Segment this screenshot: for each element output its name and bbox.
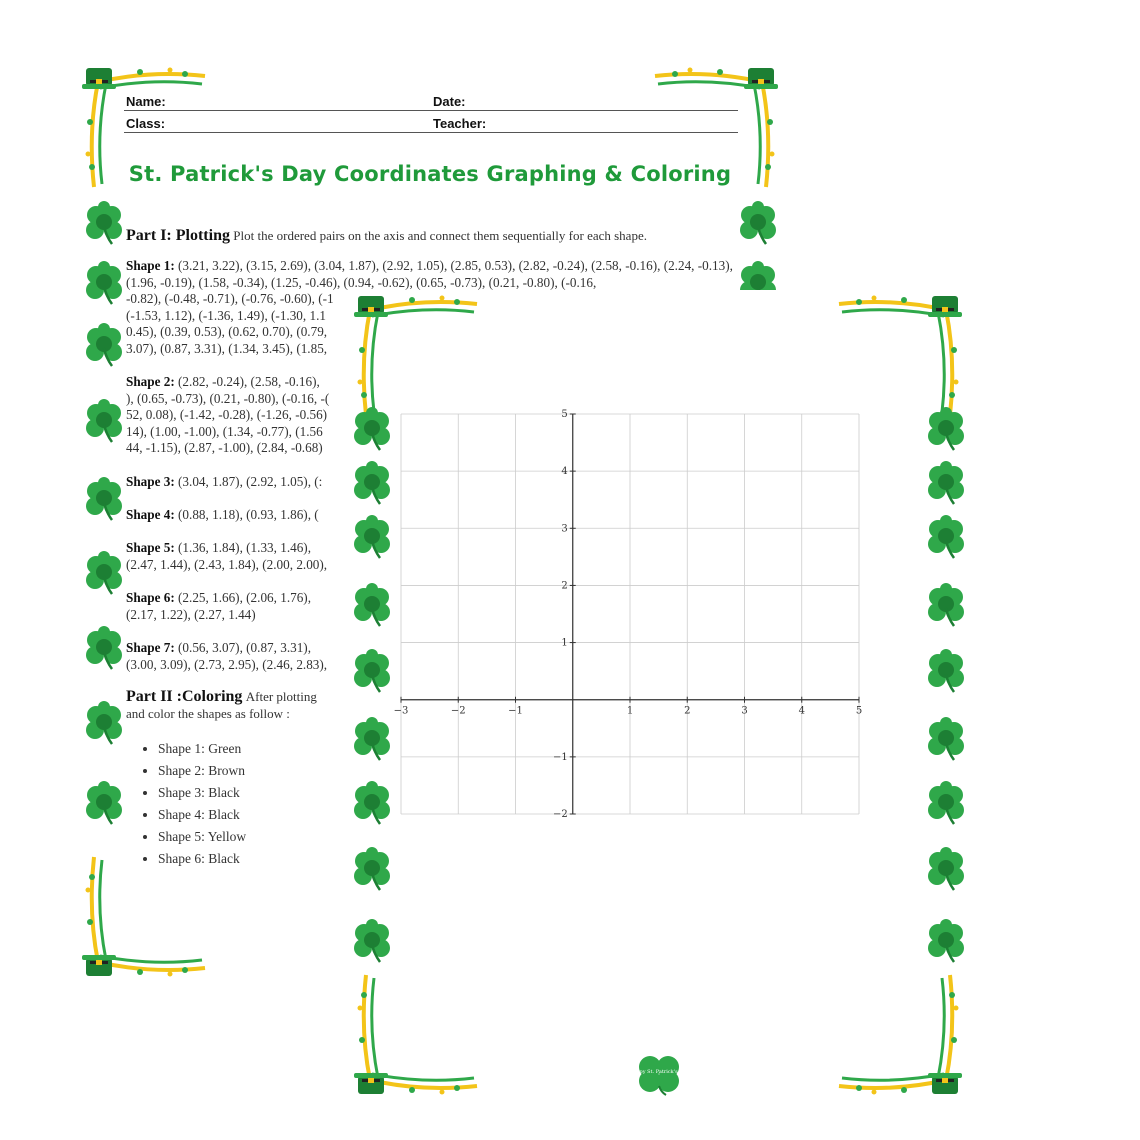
clover-icon: [82, 202, 126, 246]
name-label: Name:: [126, 94, 166, 109]
shape-1-line: -0.82), (-0.48, -0.71), (-0.76, -0.60), (-1: [126, 291, 334, 307]
color-list: [140, 738, 246, 870]
part2-instruction: After plotting: [245, 689, 317, 704]
grid-lines: [401, 414, 859, 814]
shape-2-line: 14), (1.00, -1.00), (1.34, -0.77), (1.56: [126, 423, 323, 439]
shape-1-line: 0.45), (0.39, 0.53), (0.62, 0.70), (0.79,: [126, 324, 328, 340]
x-tick-label: 1: [626, 705, 634, 717]
coordinate-grid: [352, 290, 964, 850]
clover-icon: [82, 262, 126, 306]
x-tick-label: −1: [508, 705, 523, 717]
clover-icon: [350, 848, 394, 892]
shape-2-label: Shape 2:: [126, 374, 175, 389]
clover-icon: [350, 920, 394, 964]
corner-decoration-bottom-left: [352, 970, 482, 1100]
shape-6-line: (2.17, 1.22), (2.27, 1.44): [126, 606, 256, 622]
shape-1-line: 3.07), (0.87, 3.31), (1.34, 3.45), (1.85,: [126, 340, 328, 356]
x-tick-label: 5: [855, 705, 863, 717]
color-list-item: • Shape 1: Green: [158, 738, 246, 760]
shape-6-label: Shape 6:: [126, 590, 175, 605]
x-tick-labels: [394, 706, 863, 717]
clover-icon: [82, 627, 126, 671]
y-tick-labels: [553, 409, 568, 820]
clover-icon: [924, 848, 968, 892]
part1-instruction: Plot the ordered pairs on the axis and connect them sequentially for each shape.: [233, 228, 647, 243]
color-list-item: • Shape 3: Black: [158, 782, 246, 804]
shape-2-coords: (2.82, -0.24), (2.58, -0.16),: [178, 374, 320, 389]
shape-6-coords: (2.25, 1.66), (2.06, 1.76),: [178, 590, 311, 605]
header-row-class-teacher: [124, 110, 738, 133]
y-tick-label: 4: [561, 466, 568, 478]
clover-icon: [82, 400, 126, 444]
x-tick-label: −2: [450, 705, 466, 717]
shape-1-coords: (3.21, 3.22), (3.15, 2.69), (3.04, 1.87), (2.92, 1.05), (2.85, 0.53), (2.82, -0.24), (2.58, -0.16), (2.24, -0.13), (1.96, -0.19), (1.58, -0.34), (1.25, -0.46), (0.94, -0.62), (0.65, -0.73), (0.21, -0.80), (-0.16,: [126, 258, 733, 290]
graph-page: [352, 290, 964, 1100]
shape-2-line: 52, 0.08), (-1.42, -0.28), (-1.26, -0.56): [126, 407, 328, 423]
class-label: Class:: [126, 116, 166, 131]
date-label: Date:: [433, 94, 466, 109]
corner-decoration-bottom-left: [80, 852, 210, 982]
x-tick-label: 2: [684, 705, 691, 717]
y-tick-label: −1: [553, 751, 568, 763]
part1-heading-line: [126, 228, 734, 245]
shape-7-line: (3.00, 3.09), (2.73, 2.95), (2.46, 2.83),: [126, 656, 328, 672]
shape-2-line: 44, -1.15), (2.87, -1.00), (2.84, -0.68): [126, 440, 323, 456]
corner-decoration-bottom-right: [834, 970, 964, 1100]
shape-5-label: Shape 5:: [126, 540, 175, 555]
shape-3-coords: (3.04, 1.87), (2.92, 1.05), (:: [178, 474, 323, 489]
x-tick-label: −3: [393, 705, 409, 717]
shape-3-label: Shape 3:: [126, 474, 175, 489]
y-tick-label: 5: [561, 409, 568, 420]
x-tick-label: 3: [741, 705, 748, 717]
shape-1-line: (-1.53, 1.12), (-1.36, 1.49), (-1.30, 1.1: [126, 307, 326, 323]
clover-icon: [82, 702, 126, 746]
y-tick-label: −2: [553, 809, 568, 820]
shape-2-line: ), (0.65, -0.73), (0.21, -0.80), (-0.16, -(: [126, 390, 330, 406]
shape-5-coords: (1.36, 1.84), (1.33, 1.46),: [178, 540, 311, 555]
color-list-item: • Shape 6: Black: [158, 848, 246, 870]
part1-heading: Part I: Plotting: [126, 227, 230, 244]
y-tick-label: 3: [561, 523, 568, 535]
x-tick-label: 4: [798, 705, 805, 717]
worksheet-title: St. Patrick's Day Coordinates Graphing & Coloring: [128, 162, 732, 186]
clover-icon: [82, 478, 126, 522]
part2-heading: Part II :Coloring: [126, 688, 243, 705]
part2-instruction-continued: and color the shapes as follow :: [126, 705, 290, 721]
color-list-item: • Shape 4: Black: [158, 804, 246, 826]
shape-5-line: (2.47, 1.44), (2.43, 1.84), (2.00, 2.00),: [126, 556, 328, 572]
clover-icon: [82, 552, 126, 596]
st-patricks-badge: [628, 1052, 690, 1096]
shape-4-coords: (0.88, 1.18), (0.93, 1.86), (: [178, 507, 319, 522]
badge-text: Happy St. Patrick's Day: [628, 1069, 690, 1075]
color-list-item: • Shape 2: Brown: [158, 760, 246, 782]
shape-7-label: Shape 7:: [126, 640, 175, 655]
y-tick-label: 1: [561, 637, 568, 649]
shape-7-coords: (0.56, 3.07), (0.87, 3.31),: [178, 640, 311, 655]
clover-icon: [924, 920, 968, 964]
shape-4-label: Shape 4:: [126, 507, 175, 522]
header-row-name-date: [124, 88, 738, 111]
clover-icon: [82, 782, 126, 826]
y-tick-label: 2: [561, 580, 568, 592]
color-list-item: • Shape 5: Yellow: [158, 826, 246, 848]
shape-1-label: Shape 1:: [126, 258, 175, 273]
clover-icon: [736, 202, 780, 246]
clover-icon: [82, 324, 126, 368]
teacher-label: Teacher:: [433, 116, 487, 131]
